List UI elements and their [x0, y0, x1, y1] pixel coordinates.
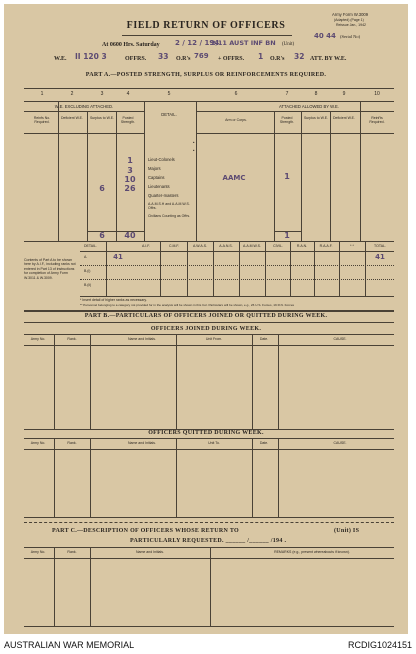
- footer-left: AUSTRALIAN WAR MEMORIAL: [4, 640, 135, 650]
- strength-row-label: A.: [84, 255, 88, 259]
- form-ref-1: Army Form W.3009: [332, 12, 369, 17]
- row-a-total: 41: [375, 253, 385, 261]
- col-header-reinfs: Reinfs No. Required.: [33, 116, 51, 124]
- part-b-title: PART B.—PARTICULARS OF OFFICERS JOINED OR QUITTED DURING WEEK.: [84, 313, 328, 319]
- col-header-deficient: Deficient W.E.: [61, 116, 83, 120]
- col-line: [252, 335, 253, 429]
- we-label: W.E.: [54, 56, 67, 62]
- strength-header: * *: [350, 244, 354, 248]
- col-line: [239, 242, 240, 296]
- detail-row: Majors: [148, 166, 161, 171]
- col-line: [58, 101, 59, 241]
- joined-table: [24, 334, 394, 430]
- part-c-col: Rank.: [67, 550, 77, 554]
- col-line: [54, 548, 55, 626]
- offrs-label: OFFRS.: [125, 56, 147, 62]
- part-c-col: Name and Initials.: [135, 550, 165, 554]
- col-line: [176, 439, 177, 517]
- surplus-value: 6: [99, 184, 105, 193]
- detail-row: Lieutenants: [148, 184, 170, 189]
- col-line: [330, 111, 331, 241]
- col-line: [54, 335, 55, 429]
- we-group-label: W.E. EXCLUDING ATTACHED.: [54, 104, 114, 109]
- quitted-col: Army No.: [30, 441, 46, 445]
- col-line: [87, 111, 88, 241]
- part-a-table: [24, 88, 394, 242]
- strength-header: DETAIL.: [84, 244, 97, 248]
- section-divider: [24, 322, 394, 323]
- form-title: FIELD RETURN OF OFFICERS: [126, 20, 286, 31]
- strength-note: Contents of Part A to be shown here by A.I.F., including ranks not entered in Part 13 of instructions for completion of Army Form W.3011 & W.3009.: [24, 258, 76, 280]
- part-c-col: REMARKS (e.g., present whereabouts if known).: [274, 550, 350, 554]
- divider: [80, 279, 394, 280]
- total-surplus: 6: [99, 231, 105, 240]
- col-line: [210, 548, 211, 626]
- col-line: [187, 242, 188, 296]
- dots: •: [193, 140, 195, 145]
- part-c-unit-label: (Unit) IS: [334, 528, 360, 534]
- col-number: 1: [40, 91, 44, 97]
- footer-right: RCDIG1024151: [347, 640, 412, 650]
- col-line: [252, 439, 253, 517]
- quitted-title: OFFICERS QUITTED DURING WEEK.: [148, 430, 264, 436]
- posted-lt-col: 1: [127, 156, 133, 165]
- title-underline: [122, 35, 292, 36]
- divider: [24, 558, 394, 559]
- col-line: [301, 111, 302, 241]
- attached-group-label: ATTACHED ALLOWED BY W.E.: [278, 104, 340, 109]
- quitted-table: [24, 438, 394, 518]
- col-line: [116, 111, 117, 241]
- archive-footer: [0, 636, 416, 654]
- total-att-posted: 1: [284, 231, 290, 240]
- col-number: 2: [70, 91, 74, 97]
- col-line: [339, 242, 340, 296]
- ors-value: 769: [194, 52, 209, 60]
- detail-row: A.A.M.S.H and A.A.M.W.S. Offrs.: [148, 202, 190, 211]
- total-posted: 40: [124, 231, 136, 240]
- divider: [24, 101, 394, 102]
- col-number: 8: [314, 91, 318, 97]
- footnote: * Insert detail of higher ranks as necessary.: [80, 298, 147, 302]
- strength-header: TOTAL.: [374, 244, 386, 248]
- detail-row: Captains: [148, 175, 165, 180]
- col-header-posted: Posted Strength.: [120, 116, 136, 124]
- detail-row: Quarter-masters: [148, 193, 179, 198]
- col-line: [90, 335, 91, 429]
- col-line: [213, 242, 214, 296]
- col-line: [90, 548, 91, 626]
- col-line: [106, 242, 107, 296]
- joined-col: Rank.: [67, 337, 77, 341]
- hours-prefix: At 0600 Hrs. Saturday: [102, 42, 160, 48]
- ors2-label: O.R's: [270, 56, 285, 62]
- divider: [24, 111, 144, 112]
- section-divider: [24, 310, 394, 312]
- att-posted-value: 1: [284, 172, 290, 181]
- strength-header: A.W.A.S.: [192, 244, 208, 248]
- form-ref-2: (Adapted) (Page 1): [334, 18, 364, 22]
- ors-label: O.R's: [176, 56, 191, 62]
- divider: [24, 449, 394, 450]
- col-header-surplus: Surplus to W.E.: [89, 116, 115, 120]
- col-number: 4: [126, 91, 130, 97]
- posted-majors: 3: [127, 166, 133, 175]
- strength-table: [80, 242, 394, 297]
- arm-value: AAMC: [222, 174, 246, 182]
- divider: [24, 345, 394, 346]
- divider: [196, 111, 394, 112]
- quitted-col: Name and Initials.: [127, 441, 157, 445]
- quitted-col: Unit To.: [208, 441, 220, 445]
- col-number: 6: [234, 91, 238, 97]
- col-number: 9: [342, 91, 346, 97]
- joined-col: Army No.: [30, 337, 46, 341]
- col-line: [290, 242, 291, 296]
- col-line: [160, 242, 161, 296]
- col-header-att-posted: Posted Strength.: [279, 116, 295, 124]
- detail-row: Lieut-Colonels: [148, 157, 175, 162]
- strength-row-label: B.(i): [84, 269, 91, 273]
- col-line: [90, 439, 91, 517]
- plus-offrs-label: + OFFRS.: [218, 56, 245, 62]
- form-ref-3: Reissue Jan., 1942: [336, 23, 366, 27]
- detail-row: Civilians Counting as Offrs.: [148, 214, 191, 218]
- col-header-att-surplus: Surplus to W.E.: [303, 116, 329, 120]
- col-number: 5: [167, 91, 171, 97]
- part-c-title: PART C.—DESCRIPTION OF OFFICERS WHOSE RETURN TO: [52, 528, 239, 534]
- joined-col: Unit From.: [205, 337, 223, 341]
- serial-label: (Serial No): [340, 34, 361, 39]
- col-header-att-deficient: Deficient W.E.: [333, 116, 355, 120]
- dots: •: [193, 148, 195, 153]
- col-line: [360, 101, 361, 241]
- quitted-col: Rank.: [67, 441, 77, 445]
- row-a-aif: 41: [113, 253, 123, 261]
- footnote: ** Personnel belonging to a category not provided for in the analysis will be shown in this Col. Particulars will be shown, e.g., 26 U.S. Forces, 19 R.N. Forces: [80, 303, 295, 307]
- detail-label: DETAIL.: [161, 112, 177, 117]
- joined-col: Name and Initials.: [127, 337, 157, 341]
- plus-offrs-value: 1: [258, 52, 264, 61]
- form-sheet: [4, 4, 408, 634]
- offrs-value: 33: [158, 52, 169, 61]
- part-a-title: PART A.—POSTED STRENGTH, SURPLUS OR REINFORCEMENTS REQUIRED.: [85, 72, 327, 78]
- strength-header: R.A.N.: [296, 244, 308, 248]
- col-line: [144, 101, 145, 241]
- divider: [80, 265, 394, 266]
- part-c-col: Army No.: [30, 550, 46, 554]
- posted-lieutenants: 26: [124, 184, 136, 193]
- part-c-table: [24, 547, 394, 627]
- col-header-arm: Arm or Corps.: [225, 118, 247, 122]
- col-header-att-reinfs: Reinf'ts Required.: [369, 116, 385, 124]
- part-c-line2: PARTICULARLY REQUESTED. ______ /______ /194 .: [130, 538, 287, 544]
- joined-col: CAUSE.: [333, 337, 347, 341]
- unit-label: (Unit): [282, 42, 295, 47]
- col-line: [278, 335, 279, 429]
- section-divider: [24, 522, 394, 523]
- strength-header: A.A.M.W.S.: [243, 244, 261, 248]
- divider: [24, 133, 144, 134]
- we-value: II 120 3: [75, 52, 107, 61]
- strength-header: CIVIL.: [273, 244, 283, 248]
- divider: [196, 133, 394, 134]
- strength-header: R.A.A.F.: [319, 244, 333, 248]
- ors2-value: 32: [294, 52, 305, 61]
- quitted-col: Date.: [259, 441, 269, 445]
- col-line: [365, 242, 366, 296]
- joined-col: Date.: [259, 337, 269, 341]
- hours-unit-value: 2/11 AUST INF BN: [211, 39, 276, 47]
- col-line: [278, 439, 279, 517]
- strength-header: C.M.F.: [168, 244, 180, 248]
- att-label: ATT. BY W.E.: [310, 56, 347, 62]
- divider: [80, 251, 394, 252]
- col-number: 3: [100, 91, 104, 97]
- quitted-col: CAUSE.: [333, 441, 347, 445]
- serial-value: 40 44: [314, 32, 336, 40]
- strength-header: A.A.N.S.: [219, 244, 233, 248]
- col-line: [265, 242, 266, 296]
- col-number: 10: [374, 91, 380, 97]
- col-line: [274, 111, 275, 241]
- col-line: [54, 439, 55, 517]
- hours-date: 2 / 12 / 194: [175, 39, 220, 47]
- joined-title: OFFICERS JOINED DURING WEEK.: [150, 326, 262, 332]
- strength-row-label: B.(ii): [84, 283, 92, 287]
- col-line: [176, 335, 177, 429]
- col-line: [314, 242, 315, 296]
- col-line: [196, 101, 197, 241]
- posted-captains: 10: [124, 175, 136, 184]
- col-number: 7: [285, 91, 289, 97]
- strength-header: A.I.F.: [142, 244, 150, 248]
